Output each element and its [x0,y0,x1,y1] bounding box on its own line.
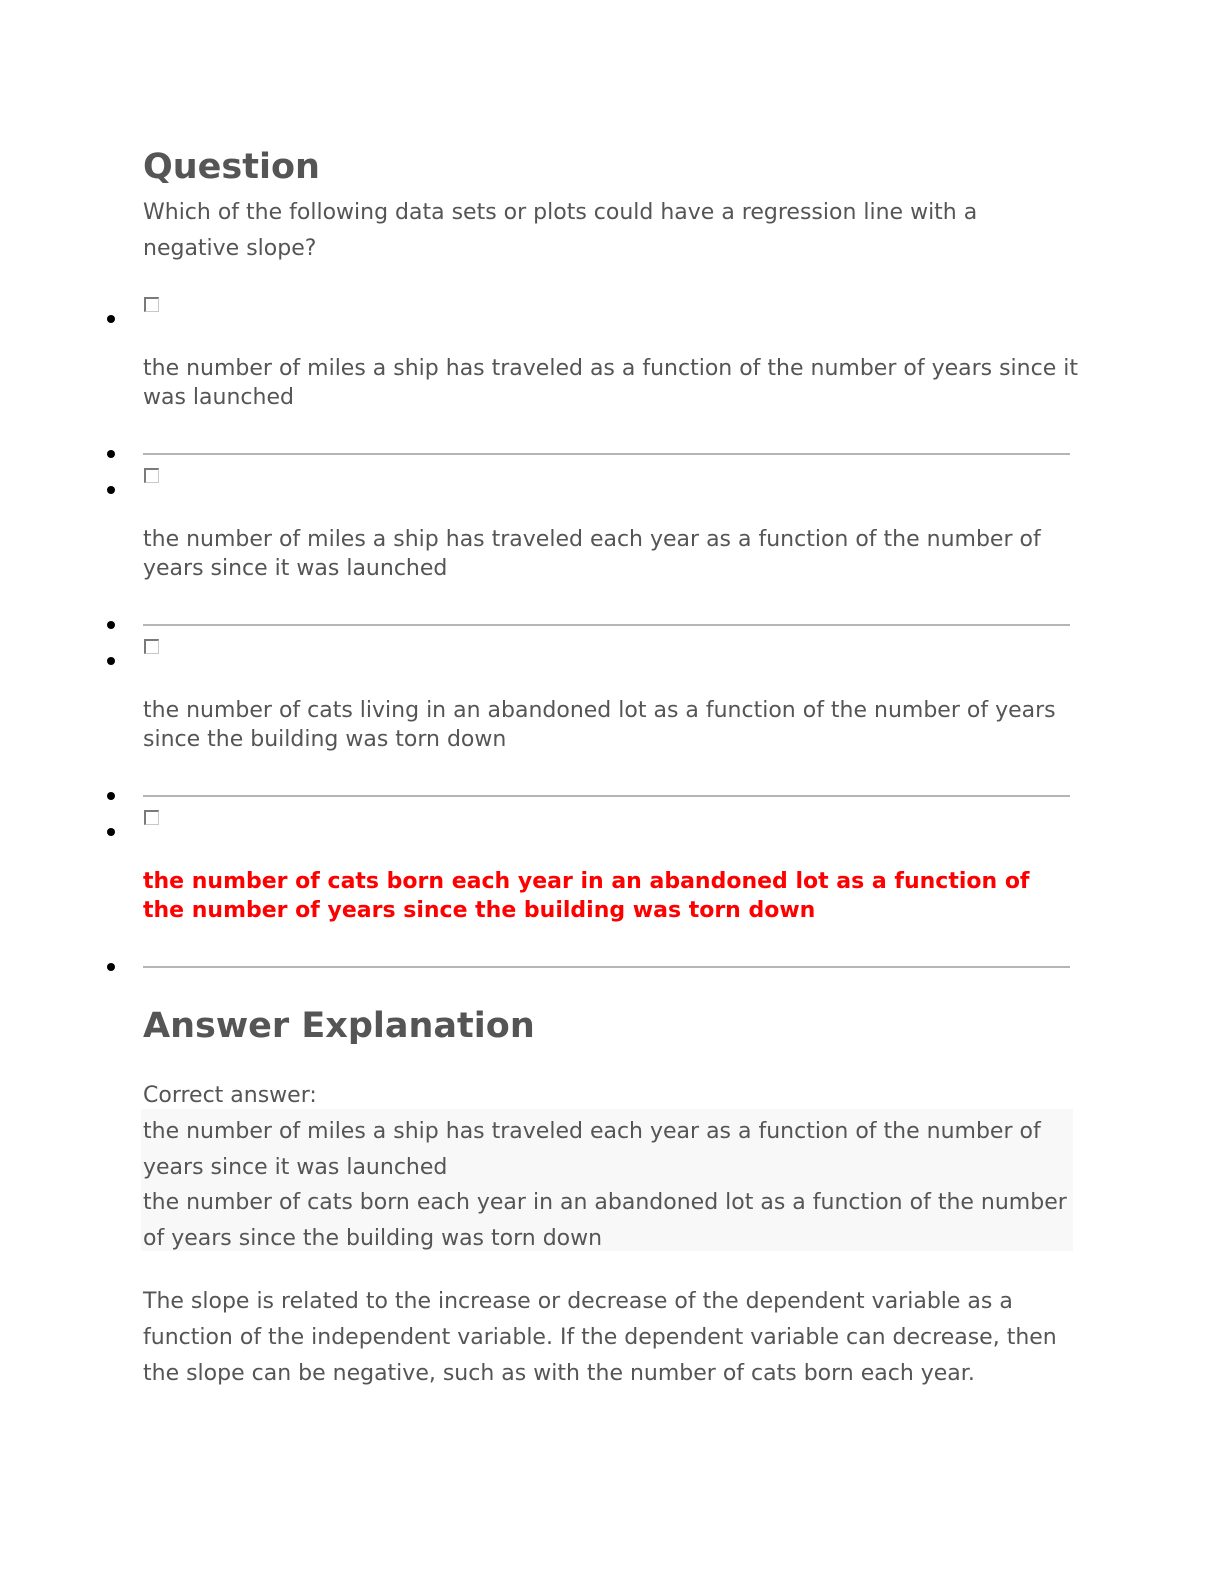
option-4-text: the number of cats born each year in an abandoned lot as a function of the number of years since the building was torn down [143,869,1030,923]
list-bullet [107,828,115,836]
option-divider [143,453,1070,455]
option-divider [143,966,1070,968]
explanation-text: The slope is related to the increase or decrease of the dependent variable as a function of the independent variable. If the dependent variable can decrease, then the slope can be negative, such as with the number of cats born each year. [143,1289,1057,1386]
correct-answer-label: Correct answer: [143,1083,317,1108]
list-bullet [107,792,115,800]
option-1-checkbox[interactable] [144,297,159,312]
option-3-text: the number of cats living in an abandoned lot as a function of the number of years since the building was torn down [143,698,1056,752]
option-2-checkbox[interactable] [144,468,159,483]
option-4-checkbox[interactable] [144,810,159,825]
correct-answer-1: the number of miles a ship has traveled each year as a function of the number of years since it was launched [143,1119,1041,1180]
list-bullet [107,657,115,665]
option-divider [143,795,1070,797]
answer-explanation-title: Answer Explanation [143,1006,535,1046]
list-bullet [107,315,115,323]
option-2-text: the number of miles a ship has traveled each year as a function of the number of years since it was launched [143,527,1041,581]
question-prompt: Which of the following data sets or plots could have a regression line with a negative slope? [143,200,978,261]
option-1-text: the number of miles a ship has traveled as a function of the number of years since it was launched [143,356,1078,410]
list-bullet [107,621,115,629]
list-bullet [107,963,115,971]
option-3-checkbox[interactable] [144,639,159,654]
question-title: Question [143,147,320,187]
option-divider [143,624,1070,626]
list-bullet [107,450,115,458]
correct-answer-2: the number of cats born each year in an abandoned lot as a function of the number of years since the building was torn down [143,1190,1067,1251]
list-bullet [107,486,115,494]
